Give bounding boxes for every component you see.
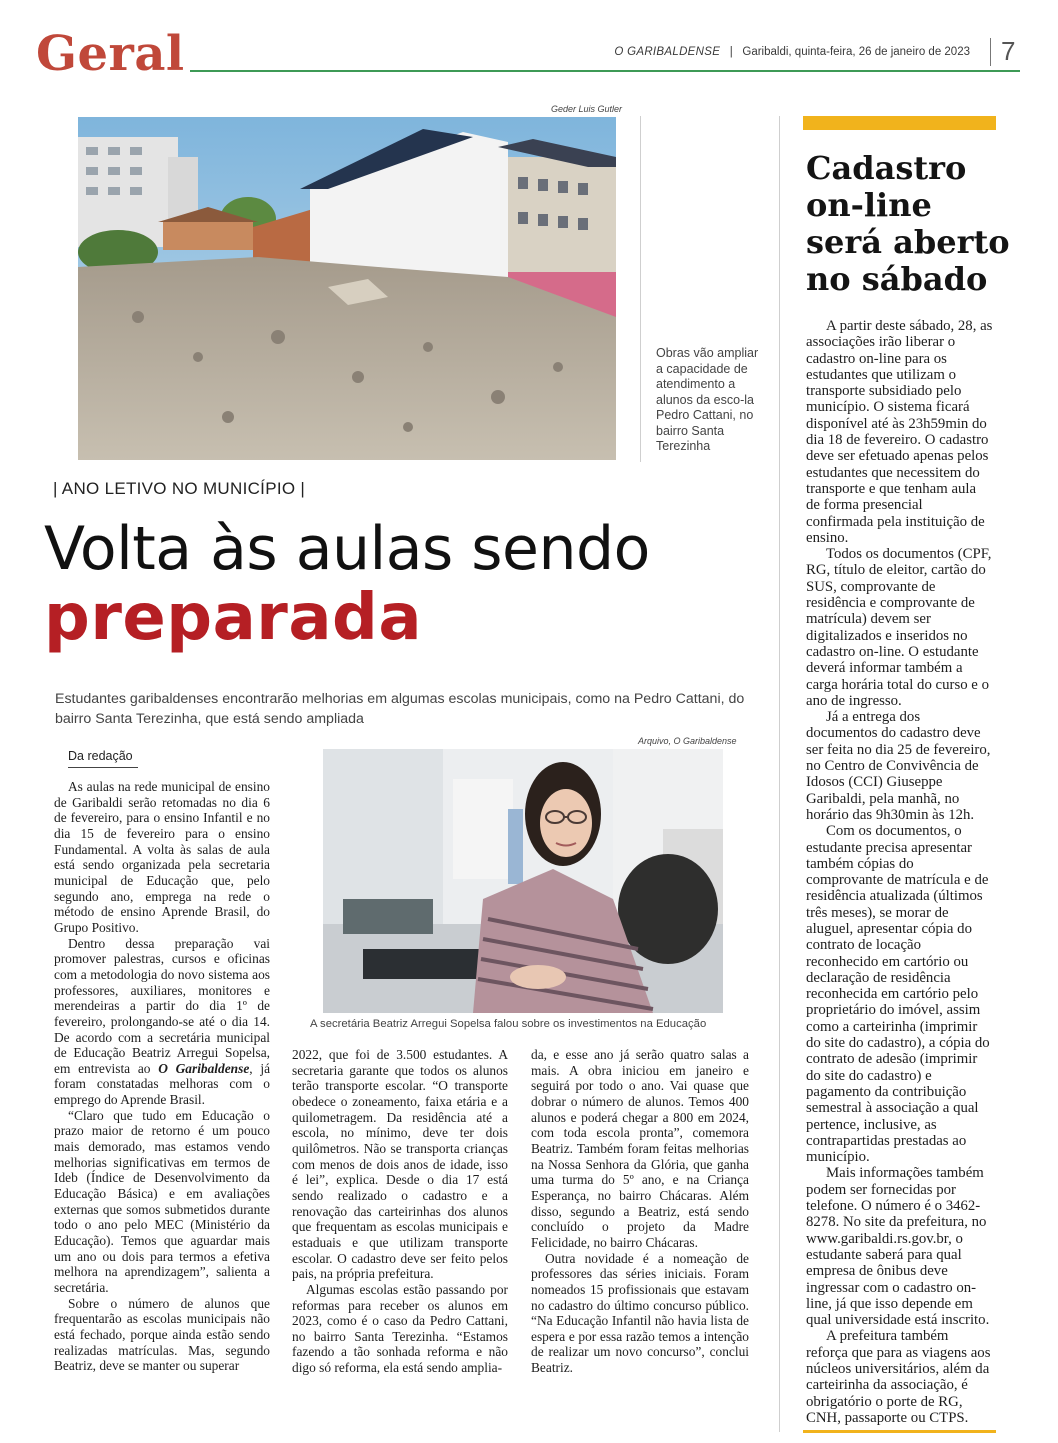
col2-paragraph: Algumas escolas estão passando por reformas para receber os alunos em 2023, como é o caso da Pedro Cattani, no bairro Santa Terezinha. “Estamos fazendo a tão sonhada reforma e não digo só reforma, ela está sendo amplia- [292, 1281, 508, 1376]
photo-caption-top: Obras vão ampliar a capacidade de atendimento a alunos da esco-la Pedro Cattani, no bairro Santa Terezinha [656, 346, 759, 453]
construction-photo [78, 117, 616, 460]
col1-paragraph: “Claro que tudo em Educação o prazo maior de retorno é um pouco mais demorado, mas estamos vendo melhorias significativas em termos de Ideb (Índice de Desenvolvimento da Educação Básica) e em avaliações externas que somos submetidos durante todo o ano pelo MEC (Ministério da Educação). Temos que aguardar mais um ano ou dois para termos a efetiva melhora na aprendizagem”, salienta a secretária. [54, 1107, 270, 1295]
masthead-separator: | [723, 46, 740, 58]
dateline: Garibaldi, quinta-feira, 26 de janeiro de 2023 [742, 46, 970, 58]
article-deck: Estudantes garibaldenses encontrarão melhorias em algumas escolas municipais, como na Pedro Cattani, do bairro Santa Terezinha, que está sendo ampliada [55, 691, 745, 727]
col1-paragraph [54, 936, 270, 1108]
photo-credit-top: Geder Luis Gutler [551, 104, 623, 114]
sidebar-body [806, 318, 993, 1426]
sidebar-bottom-bar [803, 1430, 996, 1433]
col2-paragraph: 2022, que foi de 3.500 estudantes. A secretaria garante que todos os alunos terão transporte escolar. “O transporte obedece o zoneamento, faixa etária e a quilometragem. Da residência até a escola, no mínimo, deve ter dois quilômetros. Não se transporta crianças com menos de dois anos de idade, isso é lei”, explica. Desde o dia 17 está sendo realizado o cadastro e a renovação das carteirinhas dos alunos que frequentam as escolas municipais e estaduais e que utilizam transporte escolar. O cadastro deve ser feito pelos pais, na própria prefeitura. [292, 1047, 508, 1282]
col1-paragraph: Sobre o número de alunos que frequentarão as escolas municipais não está fechado, porque ainda estão sendo realizadas matrículas. Mas, segundo Beatriz, deve se manter ou superar [54, 1295, 270, 1374]
sidebar-paragraph: Com os documentos, o estudante precisa apresentar também cópias do comprovante de matrícula e de residência atualizada (últimos três meses), se morar de aluguel, apresentar cópia do contrato de locação reconhecido em cartório ou declaração de residência reconhecida em cartório pelo proprietário do imóvel, assim como a carteirinha (imprimir do site do cadastro), a cópia do contrato de adesão (imprimir do site do cadastro) e pagamento da contribuição semestral à associação a qual pertence, inclusive, as contrapartidas prestadas ao município. [806, 823, 990, 1166]
col1-paragraph: As aulas na rede municipal de ensino de Garibaldi serão retomadas no dia 6 de fevereiro, para o ensino Infantil e no dia 15 de fevereiro para o ensino Fundamental. A volta às salas de aula está sendo organizada pela secretaria municipal de Educação que, pelo segundo ano, emprega na rede o método de ensino Aprende Brasil, do Grupo Positivo. [54, 779, 270, 935]
headline-line-2: preparada [44, 581, 423, 655]
col3-paragraph: da, e esse ano já serão quatro salas a mais. A obra iniciou em janeiro e seguirá por todo o ano. Vai quase que dobrar o número de alunos. Temos 400 alunos e poderá chegar a 800 em 2024, com toda escola pronta”, comemora Beatriz. Também foram feitas melhorias na Nossa Senhora da Glória, que ganha uma turma do 5º ano, e na Criança Esperança, no bairro Chácaras. Além disso, segundo a Beatriz, está sendo concluído o projeto da Madre Felicidade, no bairro Chácaras. [531, 1047, 749, 1250]
paper-name: O GARIBALDENSE [614, 46, 721, 58]
article-column-3 [531, 1047, 749, 1376]
header-rule [190, 70, 1020, 72]
column-rule [640, 116, 641, 462]
sidebar-paragraph: A partir deste sábado, 28, as associações irão liberar o cadastro on-line para os estudantes que utilizam o transporte subsidiado pelo município. O sistema ficará disponível até às 23h59min do dia 18 de fevereiro. O cadastro deve ser efetuado apenas pelos estudantes que necessitem do transporte e que tenham aula de forma presencial confirmada pela instituição de ensino. [806, 318, 993, 546]
photo-caption-portrait: A secretária Beatriz Arregui Sopelsa falou sobre os investimentos na Educação [310, 1018, 707, 1030]
sidebar-paragraph: Mais informações também podem ser fornecidas por telefone. O número é o 3462-8278. No site da prefeitura, no www.garibaldi.rs.gov.br, o estudante saberá para qual empresa de ônibus deve ingressar com o cadastro on-line, já que isso depende em qual universidade está inscrito. [806, 1165, 990, 1329]
article-kicker: | ANO LETIVO NO MUNICÍPIO | [53, 479, 306, 498]
sidebar-rule [779, 116, 780, 1432]
photo-credit-portrait: Arquivo, O Garibaldense [638, 736, 737, 746]
col1-text: , já foram constatadas melhoras com o emprego do Aprende Brasil. [54, 1060, 271, 1108]
headline-line-1: Volta às aulas sendo [44, 514, 650, 584]
byline-rule [68, 767, 138, 768]
section-title: Geral [36, 26, 185, 82]
sidebar-paragraph: Todos os documentos (CPF, RG, título de eleitor, cartão do SUS, comprovante de residência e comprovante de matrícula) devem ser digitalizados e inseridos no cadastro on-line. O estudante deverá informar também a carga horária total do curso e o ano de ingresso. [806, 546, 992, 709]
col1-text: Dentro dessa preparação vai promover palestras, cursos e oficinas com a metodologia do novo sistema aos professores, auxiliares, monitores e merendeiras a partir do dia 1º de fevereiro, prolongando-se até o dia 14. De acordo com a secretária municipal de Educação Beatriz Arregui Sopelsa, em entrevista ao [54, 935, 270, 1076]
article-column-1 [54, 779, 270, 1374]
page-number-divider [990, 38, 991, 66]
paper-name-inline: O Garibaldense [158, 1060, 250, 1076]
sidebar-accent-bar [803, 116, 996, 130]
sidebar-paragraph: Já a entrega dos documentos do cadastro deve ser feita no dia 25 de fevereiro, no Centro de Convivência de Idosos (CCI) Giuseppe Garibaldi, pela manhã, no horário das 9h30min às 12h. [806, 709, 991, 823]
sidebar-headline: Cadastro on-line será aberto no sábado [806, 149, 1010, 298]
article-column-2 [292, 1047, 508, 1376]
portrait-photo [323, 749, 723, 1013]
page-number: 7 [1001, 36, 1016, 66]
masthead [614, 46, 970, 58]
byline: Da redação [68, 749, 133, 763]
col3-paragraph: Outra novidade é a nomeação de professores das séries iniciais. Foram nomeados 15 profissionais que estavam no cadastro do último concurso público. “Na Educação Infantil não havia lista de espera e por essa razão temos a intenção de realizar um novo concurso”, conclui Beatriz. [531, 1250, 749, 1376]
sidebar-paragraph: A prefeitura também reforça que para as viagens aos núcleos universitários, além da carteirinha da associação, é obrigatório o porte de RG, CNH, passaporte ou CTPS. [806, 1328, 991, 1426]
